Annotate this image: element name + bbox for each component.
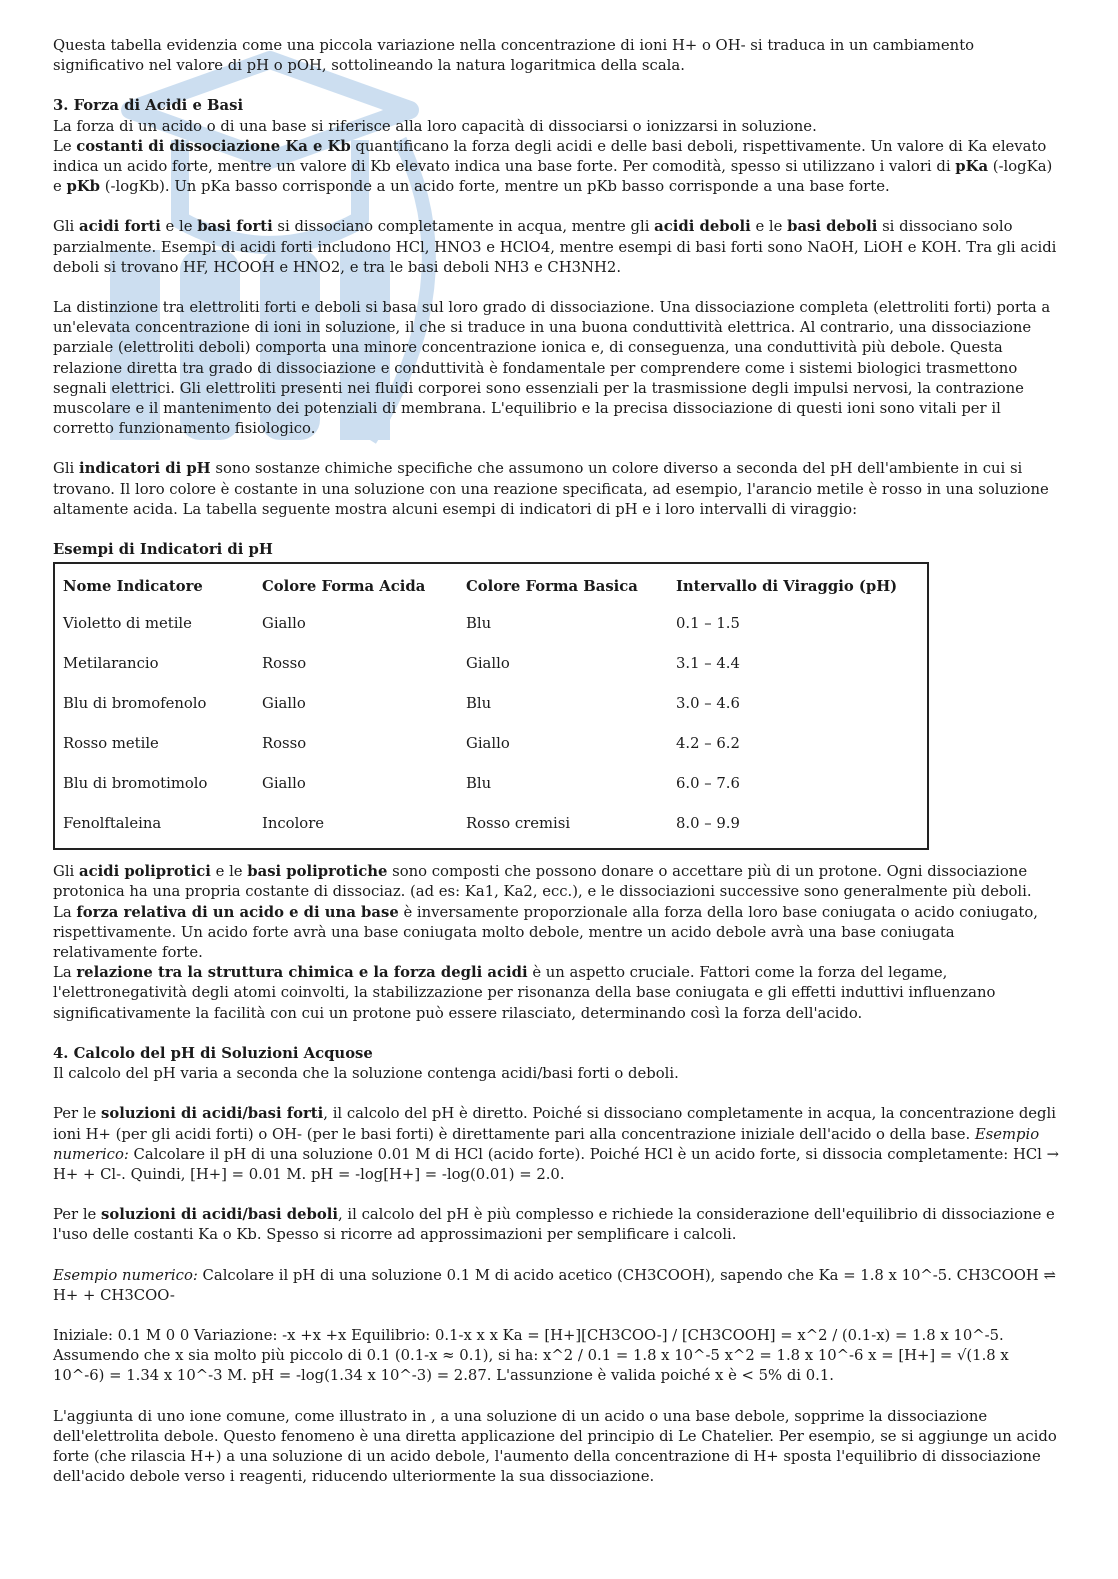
sec3-paragraph-3: Gli acidi forti e le basi forti si dissociano completamente in acqua, mentre gli acidi deboli e le basi deboli si dissociano solo parzialmente. Esempi di acidi forti includono HCl, HNO3 e HClO4, mentre esempi di basi forti sono NaOH, LiOH e KOH. Tra gli acidi deboli si trovano HF, HCOOH e HNO2, e tra le basi deboli NH3 e CH3NH2. [53,218,1057,276]
section-4-title: 4. Calcolo del pH di Soluzioni Acquose [53,1044,373,1062]
table-cell: Incolore [262,815,325,833]
table-row [63,684,919,724]
table-cell: Giallo [262,775,306,793]
table-cell: Rosso [262,655,307,673]
table-cell: 6.0 – 7.6 [676,775,740,793]
table-cell: Giallo [262,695,306,713]
sec3-paragraph-4: La distinzione tra elettroliti forti e deboli si basa sul loro grado di dissociazione. Una dissociazione completa (elettroliti forti) porta a un'elevata concentrazione di ioni in soluzione, il che si traduce in una buona conduttività elettrica. Al contrario, una dissociazione parziale (elettroliti deboli) comporta una minore concentrazione ionica e, di conseguenza, una conduttività più debole. Questa relazione diretta tra grado di dissociazione e conduttività è fondamentale per comprendere come i sistemi biologici trasmettono segnali elettrici. Gli elettroliti presenti nei fluidi corporei sono essenziali per la trasmissione degli impulsi nervosi, la contrazione muscolare e il mantenimento dei potenziali di membrana. L'equilibrio e la precisa dissociazione di questi ioni sono vitali per il corretto funzionamento fisiologico. [53,299,1051,438]
table-cell: Blu [466,695,492,713]
sec3-paragraph-5: Gli indicatori di pH sono sostanze chimiche specifiche che assumono un colore diverso a seconda del pH dell'ambiente in cui si trovano. Il loro colore è costante in una soluzione con una reazione specificata, ad esempio, l'arancio metile è rosso in una soluzione altamente acida. La tabella seguente mostra alcuni esempi di indicatori di pH e i loro intervalli di viraggio: [53,460,1049,518]
table-cell: 3.1 – 4.4 [676,655,740,673]
table-row [63,764,919,804]
post-paragraph-3: La relazione tra la struttura chimica e la forza degli acidi è un aspetto cruciale. Fattori come la forza del legame, l'elettronegatività degli atomi coinvolti, la stabilizzazione per risonanza della base coniugata e gli effetti induttivi influenzano significativamente la facilità con cui un protone può essere rilasciato, determinando così la forza dell'acido. [53,964,996,1022]
document-page [53,36,1063,1487]
sec4-paragraph-3: Per le soluzioni di acidi/basi deboli, il calcolo del pH è più complesso e richiede la considerazione dell'equilibrio di dissociazione e l'uso delle costanti Ka o Kb. Spesso si ricorre ad approssimazioni per semplificare i calcoli. [53,1206,1055,1244]
sec4-paragraph-6: L'aggiunta di uno ione comune, come illustrato in , a una soluzione di un acido o una base debole, sopprime la dissociazione dell'elettrolita debole. Questo fenomeno è una diretta applicazione del principio di Le Chatelier. Per esempio, se si aggiunge un acido forte (che rilascia H+) a una soluzione di un acido debole, l'aumento della concentrazione di H+ sposta l'equilibrio di dissociazione dell'acido debole verso i reagenti, riducendo ulteriormente la sua dissociazione. [53,1407,1057,1486]
table-cell: 8.0 – 9.9 [676,815,740,833]
table-cell: Giallo [466,655,510,673]
table-row [63,724,919,764]
intro-paragraph: Questa tabella evidenzia come una piccola variazione nella concentrazione di ioni H+ o OH- si traduca in un cambiamento significativo nel valore di pH o pOH, sottolineando la natura logaritmica della scala. [53,37,975,75]
indicator-table [53,562,929,850]
table-cell: Blu [466,775,492,793]
sec4-paragraph-2: Per le soluzioni di acidi/basi forti, il calcolo del pH è diretto. Poiché si dissociano completamente in acqua, la concentrazione degli ioni H+ (per gli acidi forti) o OH- (per le basi forti) è direttamente pari alla concentrazione iniziale dell'acido o della base. Esempio numerico: Calcolare il pH di una soluzione 0.01 M di HCl (acido forte). Poiché HCl è un acido forte, si dissocia completamente: HCl → H+ + Cl-. Quindi, [H+] = 0.01 M. pH = -log[H+] = -log(0.01) = 2.0. [53,1105,1060,1183]
table-cell: Blu di bromofenolo [63,695,207,713]
table-header-cell: Colore Forma Acida [262,578,426,596]
table-header-cell: Nome Indicatore [63,578,203,596]
table-cell: Giallo [262,615,306,633]
sec4-paragraph-5: Iniziale: 0.1 M 0 0 Variazione: -x +x +x Equilibrio: 0.1-x x x Ka = [H+][CH3COO-] / [CH3COOH] = x^2 / (0.1-x) = 1.8 x 10^-5. Assumendo che x sia molto più piccolo di 0.1 (0.1-x ≈ 0.1), si ha: x^2 / 0.1 = 1.8 x 10^-5 x^2 = 1.8 x 10^-6 x = [H+] = √(1.8 x 10^-6) = 1.34 x 10^-3 M. pH = -log(1.34 x 10^-3) = 2.87. L'assunzione è valida poiché x è < 5% di 0.1. [53,1326,1009,1385]
table-cell: Giallo [466,735,510,753]
post-paragraph-2: La forza relativa di un acido e di una base è inversamente proporzionale alla forza della loro base coniugata o acido coniugato, rispettivamente. Un acido forte avrà una base coniugata molto debole, mentre un acido debole avrà una base coniugata relativamente forte. [53,903,1038,962]
table-row [63,604,919,644]
table-header-cell: Intervallo di Viraggio (pH) [676,578,898,596]
table-cell: Blu [466,615,492,633]
table-cell: Rosso cremisi [466,815,571,833]
table-cell: 3.0 – 4.6 [676,695,740,713]
indicator-table-title: Esempi di Indicatori di pH [53,541,273,559]
sec4-paragraph-4: Esempio numerico: Calcolare il pH di una soluzione 0.1 M di acido acetico (CH3COOH), sapendo che Ka = 1.8 x 10^-5. CH3COOH ⇌ H+ + CH3COO- [53,1266,1056,1304]
post-paragraph-1: Gli acidi poliprotici e le basi poliprotiche sono composti che possono donare o accettare più di un protone. Ogni dissociazione protonica ha una propria costante di dissociaz. (ad es: Ka1, Ka2, ecc.), e le dissociazioni successive sono generalmente più deboli. [53,863,1032,901]
section-3-title: 3. Forza di Acidi e Basi [53,97,244,115]
table-row [63,644,919,684]
table-header-row [63,570,919,604]
sec3-paragraph-1: La forza di un acido o di una base si riferisce alla loro capacità di dissociarsi o ionizzarsi in soluzione. [53,117,817,135]
table-cell: Rosso metile [63,735,159,753]
table-cell: Metilarancio [63,655,159,673]
sec4-paragraph-1: Il calcolo del pH varia a seconda che la soluzione contenga acidi/basi forti o deboli. [53,1065,679,1083]
table-cell: Blu di bromotimolo [63,775,208,793]
table-cell: Rosso [262,735,307,753]
table-cell: Fenolftaleina [63,815,162,833]
table-header-cell: Colore Forma Basica [466,578,638,596]
table-row [63,804,919,844]
table-cell: 4.2 – 6.2 [676,735,740,753]
table-cell: 0.1 – 1.5 [676,615,740,633]
table-cell: Violetto di metile [63,615,192,633]
sec3-paragraph-2: Le costanti di dissociazione Ka e Kb quantificano la forza degli acidi e delle basi deboli, rispettivamente. Un valore di Ka elevato indica un acido forte, mentre un valore di Kb elevato indica una base forte. Per comodità, spesso si utilizzano i valori di pKa (-logKa) e pKb (-logKb). Un pKa basso corrisponde a un acido forte, mentre un pKb basso corrisponde a una base forte. [53,137,1053,196]
